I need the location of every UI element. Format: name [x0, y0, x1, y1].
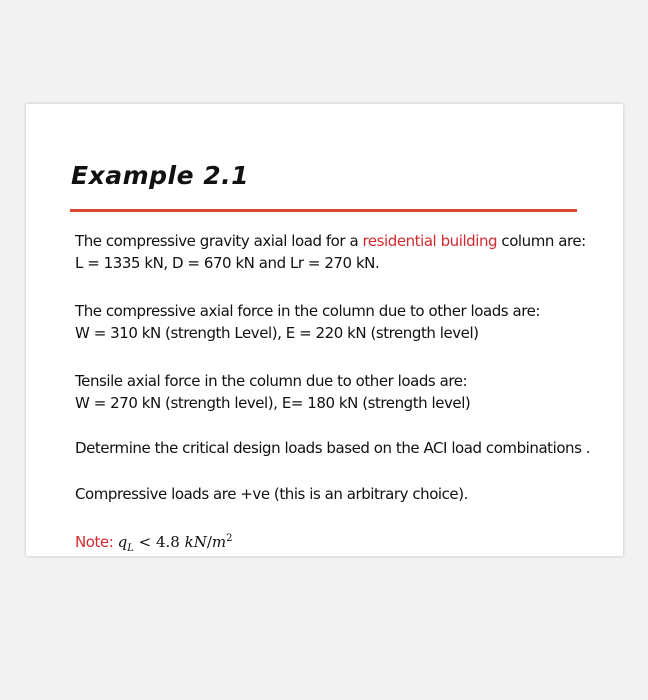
paragraph-sign-convention: Compressive loads are +ve (this is an arbitrary choice).	[75, 485, 468, 503]
note-label: Note:	[75, 533, 114, 551]
paragraph-tensile-loads	[75, 370, 470, 414]
paragraph-task: Determine the critical design loads based on the ACI load combinations .	[75, 439, 591, 457]
slide-title: Example 2.1	[71, 161, 250, 190]
gravity-loads-text: The compressive gravity axial load for a	[75, 232, 363, 250]
tensile-loads-values: W = 270 kN (strength level), E= 180 kN (strength level)	[75, 394, 471, 412]
note-formula: $q_L < 4.8$ $kN/m^2$	[117, 533, 233, 554]
paragraph-compressive-other-loads	[75, 300, 540, 344]
title-underline-divider	[70, 209, 577, 212]
gravity-loads-text-end: column are:	[497, 232, 586, 250]
paragraph-gravity-loads	[75, 230, 586, 274]
slide-card	[26, 104, 623, 556]
note-line	[75, 528, 233, 560]
residential-building-highlight: residential building	[362, 232, 498, 250]
compressive-other-loads-values: W = 310 kN (strength Level), E = 220 kN (strength level)	[75, 324, 479, 342]
tensile-loads-text: Tensile axial force in the column due to other loads are:	[75, 372, 468, 390]
compressive-other-loads-text: The compressive axial force in the column due to other loads are:	[75, 302, 540, 320]
gravity-loads-values: L = 1335 kN, D = 670 kN and Lr = 270 kN.	[75, 254, 380, 272]
